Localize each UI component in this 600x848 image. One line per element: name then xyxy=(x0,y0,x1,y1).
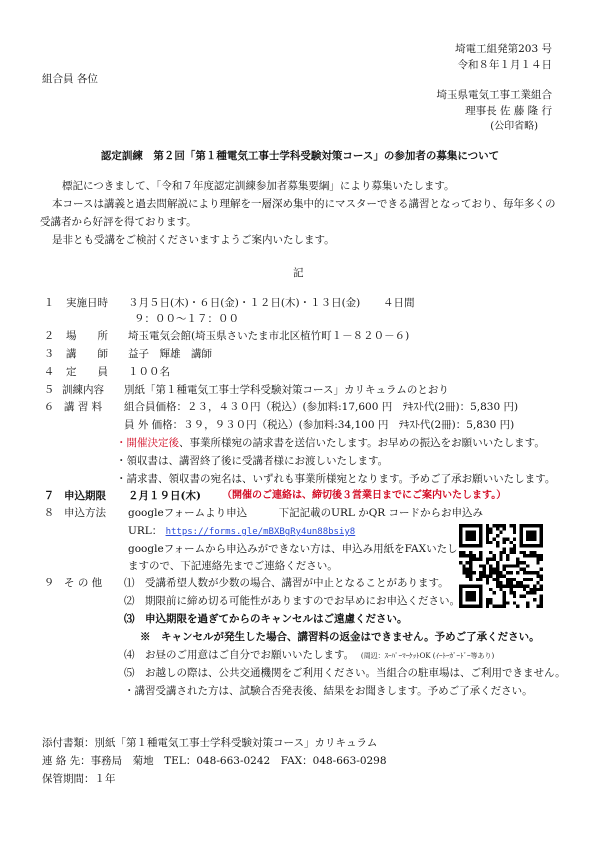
application-method: googleフォームより申込 下記記載のURL かQR コードからお申込み xyxy=(128,507,484,519)
item-label-content: 訓練内容 xyxy=(62,384,104,396)
item-label-venue: 場 所 xyxy=(66,330,108,342)
item-number: ９ xyxy=(43,577,55,589)
capacity: １００名 xyxy=(128,366,170,378)
instructor: 益子 輝雄 講師 xyxy=(128,348,212,360)
document-number: 埼電工組発第203 号 xyxy=(455,43,552,55)
other-note-4-small: (周辺：ｽｰﾊﾟｰﾏｰｹｯﾄOK (ｲｰﾄｰｶﾞｰﾄﾞｰ等あり) xyxy=(360,652,495,660)
fax-note-1: googleフォームから申込みができない方は、申込み用紙をFAXいたし xyxy=(128,543,458,555)
chairman-name: 理事長 佐 藤 隆 行 xyxy=(465,105,552,117)
nonmember-price: 員 外 価格：３９，９３０円（税込）(参加料:34,100 円 ﾃｷｽﾄ代(2冊)：5,830 円) xyxy=(124,419,515,431)
item-label-instructor: 講 師 xyxy=(66,348,108,360)
qr-code[interactable] xyxy=(459,524,543,608)
document-date: 令和８年１月１４日 xyxy=(457,59,552,71)
other-note-3: ⑶ 申込期限を過ぎてからのキャンセルはご遠慮ください。 xyxy=(124,613,408,625)
fee-note-1-rest: 、事業所様宛の請求書を送信いたします。お早めの振込をお願いいたします。 xyxy=(179,437,545,449)
fee-note-1 xyxy=(116,436,545,450)
event-time: ９：００～１７：００ xyxy=(134,313,239,325)
deadline-note: （開催のご連絡は、締切後３営業日までにご案内いたします。） xyxy=(222,490,507,501)
fee-note-1-red: ・開催決定後 xyxy=(116,437,179,449)
item-label-capacity: 定 員 xyxy=(66,366,108,378)
item-number: ６ xyxy=(43,401,55,413)
other-note-1: ⑴ 受講希望人数が少数の場合、講習が中止となることがあります。 xyxy=(124,577,449,589)
training-content: 別紙「第１種電気工事士学科受験対策コース」カリキュラムのとおり xyxy=(124,384,449,396)
application-url-link[interactable]: https://forms.gle/mBXBgRy4un88bsiy8 xyxy=(165,527,356,537)
item-number: ８ xyxy=(43,507,55,519)
url-row xyxy=(128,524,355,539)
other-note-2: ⑵ 期限前に締め切る可能性がありますのでお早めにお申込ください。 xyxy=(124,595,460,607)
intro-line-1: 標記につきまして、「令和７年度認定訓練参加者募集要綱」により募集いたします。 xyxy=(62,180,455,192)
other-note-6: ・講習受講された方は、試験合否発表後、結果をお聞きします。予めご了承ください。 xyxy=(124,685,533,697)
seal-omitted-note: (公印省略) xyxy=(490,121,538,132)
retention-period: 保管期間：１年 xyxy=(42,773,116,785)
ki-heading: 記 xyxy=(293,267,304,279)
item-label-deadline: 申込期限 xyxy=(64,490,106,502)
item-number: ２ xyxy=(43,330,55,342)
deadline: ２月１９日(木) xyxy=(128,490,201,502)
event-dates: ３月５日(木)・６日(金)・１２日(木)・１３日(金) xyxy=(128,297,361,309)
item-number: ５ xyxy=(43,384,55,396)
cancellation-warning: ※ キャンセルが発生した場合、講習料の返金はできません。予めご了承ください。 xyxy=(140,631,540,643)
intro-line-3: 受講者から好評を得ております。 xyxy=(40,216,197,228)
organization-name: 埼玉県電気工事工業組合 xyxy=(436,89,552,101)
attachment: 添付書類：別紙「第１種電気工事士学科受験対策コース」カリキュラム xyxy=(42,737,378,749)
fee-note-3: ・請求書、領収書の宛名は、いずれも事業所様宛となります。予めご了承お願いいたします。 xyxy=(116,473,556,485)
other-note-4 xyxy=(124,648,494,663)
fax-note-2: ますので、下記連絡先までご連絡ください。 xyxy=(128,560,338,572)
venue: 埼玉電気会館(埼玉県さいたま市北区植竹町１－８２０－６) xyxy=(128,330,410,342)
event-days: ４日間 xyxy=(383,297,415,309)
item-label-fee: 講 習 料 xyxy=(64,401,103,413)
document-title: 認定訓練 第２回「第１種電気工事士学科受験対策コース」の参加者の募集について xyxy=(100,150,500,162)
item-label-other: そ の 他 xyxy=(64,577,103,589)
other-note-5: ⑸ お越しの際は、公共交通機関をご利用ください。当組合の駐車場は、ご利用できません。 xyxy=(124,667,566,679)
item-label-method: 申込方法 xyxy=(64,507,106,519)
item-number: １ xyxy=(43,297,55,309)
other-note-4-text: ⑷ お昼のご用意はご自分でお願いいたします。 xyxy=(124,649,355,661)
item-number: ７ xyxy=(43,490,55,502)
member-price: 組合員価格：２３，４３０円（税込）(参加料:17,600 円 ﾃｷｽﾄ代(2冊)：5,830 円) xyxy=(124,401,519,413)
intro-line-4: 是非とも受講をご検討くださいますようご案内いたします。 xyxy=(52,234,335,246)
fee-note-2: ・領収書は、講習終了後に受講者様にお渡しいたします。 xyxy=(116,455,389,467)
recipient: 組合員 各位 xyxy=(42,73,98,85)
url-label: URL： xyxy=(128,525,163,537)
item-number: ４ xyxy=(43,366,55,378)
intro-line-2: 本コースは講義と過去問解説により理解を一層深め集中的にマスターできる講習となっており、毎年多くの xyxy=(52,198,556,210)
item-number: ３ xyxy=(43,348,55,360)
item-label-datetime: 実施日時 xyxy=(66,297,108,309)
contact: 連 絡 先：事務局 菊地 TEL：048-663-0242 FAX：048-663-0298 xyxy=(42,755,387,767)
